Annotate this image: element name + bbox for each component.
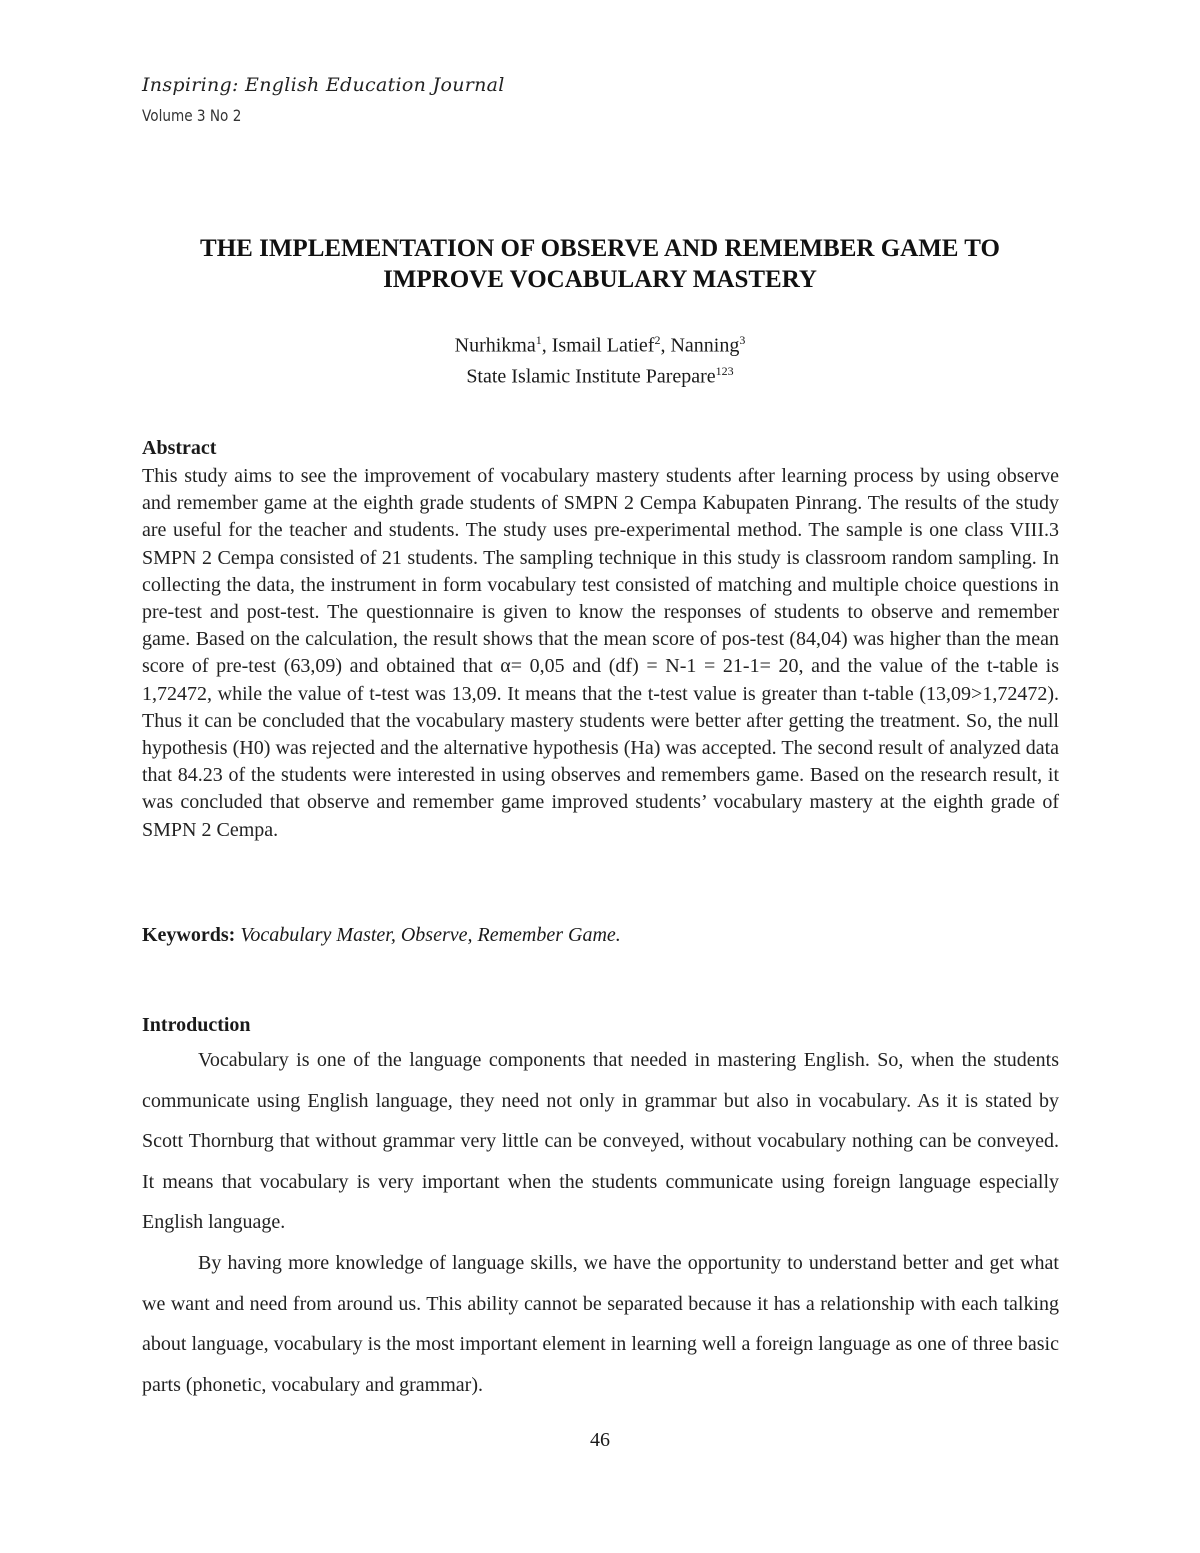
abstract-text: This study aims to see the improvement of vocabulary mastery students after learning process by using observe and remember game at the eighth grade students of SMPN 2 Cempa Kabupaten Pinrang. The results of the study are useful for the teacher and students. The study uses pre-experimental method. The sample is one class VIII.3 SMPN 2 Cempa consisted of 21 students. The sampling technique in this study is classroom random sampling. In collecting the data, the instrument in form vocabulary test consisted of matching and multiple choice questions in pre-test and post-test. The questionnaire is given to know the responses of students to observe and remember game. Based on the calculation, the result shows that the mean score of pos-test (84,04) was higher than the mean score of pre-test (63,09) and obtained that α= 0,05 and (df) = N-1 = 21-1= 20, and the value of the t-table is 1,72472, while the value of t-test was 13,09. It means that the t-test value is greater than t-table (13,09>1,72472). Thus it can be concluded that the vocabulary mastery students were better after getting the treatment. So, the null hypothesis (H0) was rejected and the alternative hypothesis (Ha) was accepted. The second result of analyzed data that 84.23 of the students were interested in using observes and remembers game. Based on the research result, it was concluded that observe and remember game improved students’ vocabulary mastery at the eighth grade of SMPN 2 Cempa.: [142, 465, 1059, 841]
author-affiliation-mark: 2: [654, 333, 661, 347]
keywords: [142, 924, 621, 947]
author-name: Ismail Latief: [551, 334, 655, 357]
affiliation-mark: 123: [715, 363, 734, 378]
journal-name: Inspiring: English Education Journal: [142, 74, 505, 96]
author-affiliation: [200, 359, 1000, 390]
introduction-heading: Introduction: [142, 1014, 251, 1036]
introduction-paragraph-1: Vocabulary is one of the language components that needed in mastering English. So, when the students communicate using English language, they need not only in grammar but also in vocabulary. As it is stated by Scott Thornburg that without grammar very little can be conveyed, without vocabulary nothing can be conveyed. It means that vocabulary is very important when the students communicate using foreign language especially English language.: [142, 1049, 1059, 1234]
author-affiliation-mark: 3: [739, 333, 746, 347]
affiliation-name: State Islamic Institute Parepare: [466, 365, 716, 388]
author-list: Nurhikma$^1$, Ismail Latief$^2$, Nanning$^3$: [454, 333, 746, 357]
page-number: 46: [590, 1429, 610, 1451]
abstract-heading: Abstract: [142, 437, 217, 459]
paper-title: [100, 233, 1100, 295]
author-block: [200, 328, 1000, 389]
introduction-body: [142, 1040, 1059, 1405]
journal-volume: Volume 3 No 2: [142, 106, 242, 125]
author-name: Nanning: [670, 334, 740, 357]
keywords-values: Vocabulary Master, Observe, Remember Game.: [240, 924, 621, 946]
paper-title-line-1: THE IMPLEMENTATION OF OBSERVE AND REMEMBER GAME TO: [200, 235, 1000, 262]
keywords-label: Keywords:: [142, 924, 236, 946]
introduction-paragraph-2: By having more knowledge of language skills, we have the opportunity to understand better and get what we want and need from around us. This ability cannot be separated because it has a relationship with each talking about language, vocabulary is the most important element in learning well a foreign language as one of three basic parts (phonetic, vocabulary and grammar).: [142, 1251, 1059, 1396]
paper-title-line-2: IMPROVE VOCABULARY MASTERY: [383, 266, 817, 293]
author-name: Nurhikma: [454, 334, 536, 357]
author-affiliation-mark: 1: [535, 333, 542, 347]
